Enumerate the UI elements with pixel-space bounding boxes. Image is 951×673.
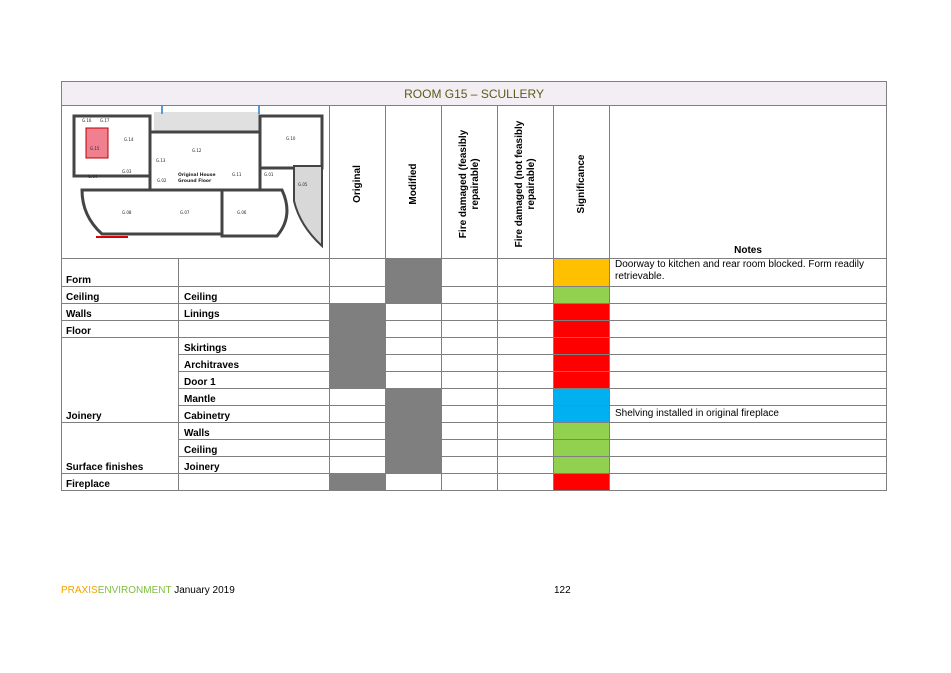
significance-cell: [554, 287, 610, 304]
element-cell: Fireplace: [62, 474, 179, 491]
significance-cell: [554, 406, 610, 423]
plan-label: G.12: [192, 148, 202, 153]
notes-cell: [610, 355, 887, 372]
header-significance: Significance: [554, 106, 610, 259]
notes-cell: [610, 321, 887, 338]
sub-element-cell: Skirtings: [179, 338, 330, 355]
original-cell: [330, 457, 386, 474]
header-original: Original: [330, 106, 386, 259]
fire-not-feasible-cell: [498, 457, 554, 474]
table-row: [62, 389, 887, 406]
plan-label: G.17: [100, 118, 110, 123]
original-cell-marked: [330, 372, 386, 389]
significance-cell: [554, 423, 610, 440]
sub-element-cell: Architraves: [179, 355, 330, 372]
plan-label: G.08: [122, 210, 132, 215]
original-cell-marked: [330, 304, 386, 321]
plan-label: G.01: [264, 172, 274, 177]
table-row: [62, 304, 887, 321]
original-cell: [330, 287, 386, 304]
fire-not-feasible-cell: [498, 259, 554, 287]
original-cell: [330, 259, 386, 287]
modified-cell-marked: [386, 423, 442, 440]
notes-cell: [610, 440, 887, 457]
plan-label: G.14: [124, 137, 134, 142]
sub-element-cell: [179, 259, 330, 287]
sub-element-cell: Door 1: [179, 372, 330, 389]
original-cell: [330, 440, 386, 457]
plan-label: G.04: [88, 174, 98, 179]
sub-element-cell: Mantle: [179, 389, 330, 406]
fire-not-feasible-cell: [498, 389, 554, 406]
notes-cell: [610, 372, 887, 389]
plan-label: G.05: [298, 182, 308, 187]
significance-cell: [554, 259, 610, 287]
header-fire-not-feasible: Fire damaged (not feasibly repairable): [498, 106, 554, 259]
floor-plan-drawing: [62, 106, 330, 255]
element-cell-joinery: Joinery: [62, 338, 179, 423]
plan-caption: Ground Floor: [178, 179, 212, 184]
significance-cell: [554, 389, 610, 406]
modified-cell-marked: [386, 440, 442, 457]
modified-cell: [386, 304, 442, 321]
fire-feasible-cell: [442, 321, 498, 338]
original-cell-marked: [330, 338, 386, 355]
table-row: [62, 355, 887, 372]
element-cell: Walls: [62, 304, 179, 321]
modified-cell-marked: [386, 457, 442, 474]
modified-cell-marked: [386, 406, 442, 423]
notes-cell: [610, 287, 887, 304]
table-row: [62, 259, 887, 287]
table-row: [62, 406, 887, 423]
significance-cell: [554, 355, 610, 372]
fire-not-feasible-cell: [498, 304, 554, 321]
sub-element-cell: Linings: [179, 304, 330, 321]
significance-cell: [554, 457, 610, 474]
plan-caption: Original House: [178, 173, 216, 178]
fire-feasible-cell: [442, 372, 498, 389]
fire-not-feasible-cell: [498, 406, 554, 423]
notes-cell: [610, 423, 887, 440]
floor-plan: [62, 106, 330, 259]
modified-cell-marked: [386, 287, 442, 304]
element-cell-surface-finishes: Surface finishes: [62, 423, 179, 474]
notes-cell: Doorway to kitchen and rear room blocked. Form readily retrievable.: [610, 259, 887, 287]
fire-feasible-cell: [442, 406, 498, 423]
modified-cell: [386, 355, 442, 372]
modified-cell: [386, 321, 442, 338]
modified-cell: [386, 338, 442, 355]
significance-cell: [554, 474, 610, 491]
fire-not-feasible-cell: [498, 440, 554, 457]
notes-cell: [610, 389, 887, 406]
sub-element-cell: Ceiling: [179, 440, 330, 457]
table-row: [62, 287, 887, 304]
sub-element-cell: [179, 474, 330, 491]
fire-not-feasible-cell: [498, 474, 554, 491]
fire-not-feasible-cell: [498, 355, 554, 372]
notes-cell: [610, 457, 887, 474]
footer-brand: [61, 585, 235, 596]
modified-cell: [386, 474, 442, 491]
original-cell: [330, 423, 386, 440]
fire-not-feasible-cell: [498, 372, 554, 389]
fire-feasible-cell: [442, 423, 498, 440]
significance-cell: [554, 440, 610, 457]
table-row: [62, 440, 887, 457]
fire-not-feasible-cell: [498, 338, 554, 355]
table-row: [62, 338, 887, 355]
significance-cell: [554, 338, 610, 355]
original-cell-marked: [330, 321, 386, 338]
notes-cell: Shelving installed in original fireplace: [610, 406, 887, 423]
fire-feasible-cell: [442, 338, 498, 355]
fire-not-feasible-cell: [498, 321, 554, 338]
fire-feasible-cell: [442, 440, 498, 457]
footer-date: January 2019: [174, 585, 235, 596]
modified-cell: [386, 372, 442, 389]
notes-cell: [610, 474, 887, 491]
notes-cell: [610, 338, 887, 355]
modified-cell-marked: [386, 389, 442, 406]
notes-cell: [610, 304, 887, 321]
original-cell: [330, 389, 386, 406]
fire-feasible-cell: [442, 287, 498, 304]
fire-feasible-cell: [442, 304, 498, 321]
original-cell-marked: [330, 355, 386, 372]
sub-element-cell: Joinery: [179, 457, 330, 474]
sub-element-cell: Ceiling: [179, 287, 330, 304]
sub-element-cell: Walls: [179, 423, 330, 440]
table-row: [62, 457, 887, 474]
element-cell: Ceiling: [62, 287, 179, 304]
plan-label: G.02: [157, 178, 167, 183]
fire-feasible-cell: [442, 259, 498, 287]
sub-element-cell: Cabinetry: [179, 406, 330, 423]
page-number: 122: [554, 585, 571, 596]
table-row: [62, 321, 887, 338]
table-row: [62, 423, 887, 440]
significance-cell: [554, 372, 610, 389]
plan-label: G.13: [156, 158, 166, 163]
header-fire-feasible: Fire damaged (feasibly repairable): [442, 106, 498, 259]
element-cell: Form: [62, 259, 179, 287]
table-row: [62, 474, 887, 491]
header-modified: Modified: [386, 106, 442, 259]
fire-feasible-cell: [442, 389, 498, 406]
plan-label: G.16: [82, 118, 92, 123]
plan-label: G.11: [232, 172, 242, 177]
fire-feasible-cell: [442, 474, 498, 491]
original-cell-marked: [330, 474, 386, 491]
original-cell: [330, 406, 386, 423]
assessment-table: [61, 81, 887, 491]
sub-element-cell: [179, 321, 330, 338]
fire-feasible-cell: [442, 355, 498, 372]
plan-label: G.10: [286, 136, 296, 141]
plan-label: G.03: [122, 169, 132, 174]
table-row: [62, 372, 887, 389]
plan-label: G.15: [90, 146, 100, 151]
header-notes: Notes: [610, 106, 887, 259]
fire-not-feasible-cell: [498, 287, 554, 304]
room-title: ROOM G15 – SCULLERY: [62, 82, 887, 106]
brand-praxis: PRAXIS: [61, 585, 98, 596]
significance-cell: [554, 304, 610, 321]
brand-environment: ENVIRONMENT: [97, 585, 172, 596]
fire-not-feasible-cell: [498, 423, 554, 440]
plan-label: G.06: [237, 210, 247, 215]
element-cell: Floor: [62, 321, 179, 338]
plan-label: G.07: [180, 210, 190, 215]
fire-feasible-cell: [442, 457, 498, 474]
modified-cell-marked: [386, 259, 442, 287]
significance-cell: [554, 321, 610, 338]
